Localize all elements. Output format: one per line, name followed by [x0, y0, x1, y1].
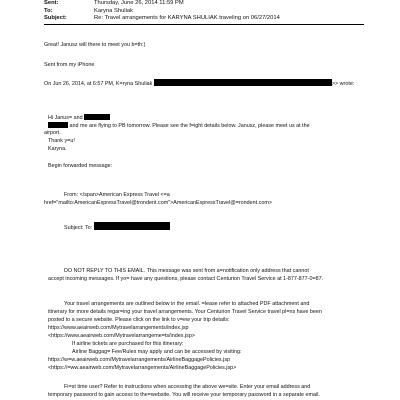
body-p3-line3: https://w=w.aeairweb.com/Mytravelarrangements/AirlineBaggagePolicies.jsp [48, 357, 231, 363]
email-header [44, 0, 364, 23]
quoted-greeting [48, 114, 378, 122]
body-p2-line4: https://www.aeairweb.com/Mytravelarrangements/index.jsp [48, 325, 189, 331]
redaction-bar [48, 122, 68, 128]
subject-row [44, 15, 364, 23]
to-value: Karyna Shuliak [94, 7, 133, 14]
forwarded-subject [64, 222, 394, 232]
sent-label: Sent: [44, 0, 59, 6]
body-p2-line5: <https://www.aeairweb.com/Mytravelarrangeme=ts/index.jsp> [48, 333, 195, 339]
body-p2-line3: posted to a secure website. Please click on the link to v=ew your trip details: [48, 317, 230, 323]
body-p3-line4: <https://=ww.aeairweb.com/Mytravelarrangements/AirlineBaggagePolicies.jsp> [48, 365, 237, 371]
quote-attribution-prefix: On Jun 26, 2014, at 6:57 PM, K=ryna Shuliak [44, 81, 153, 87]
quoted-line3: airport. [44, 130, 61, 136]
sent-from-iphone: Sent from my iPhone [44, 62, 95, 68]
body-p1-line1: DO NOT REPLY TO THIS EMAIL. This message was sent from a=notification only address that cannot [64, 268, 309, 274]
redaction-bar [84, 114, 110, 120]
redaction-bar [154, 79, 332, 86]
redaction-bar [94, 222, 170, 230]
body-p2-line1: Your travel arrangements are outlined below in the email. =lease refer to attached PDF attachment and [64, 301, 310, 307]
to-row [44, 8, 364, 16]
body-p3-line2: Airline Baggag= Fee/Rules may apply and can be accessed by visiting: [72, 349, 242, 355]
quoted-line2-text: and me are flying to PB tomorrow. Please see the f=ight details below. Janusz, please meet us at the [69, 123, 310, 129]
reply-line: Great! Janusz will there to meet you b=th:) [44, 42, 146, 48]
forwarded-subject-text: Subject: To: [64, 225, 93, 231]
header-divider [44, 24, 364, 25]
subject-value: Re: Travel arrangements for KARYNA SHULIAK traveling on 06/27/2014 [94, 15, 280, 22]
subject-label: Subject: [44, 15, 67, 22]
quoted-thanks: Thank y=u! [48, 138, 75, 144]
to-label: To: [44, 7, 53, 14]
quoted-hi: Hi Janus= and [48, 115, 83, 121]
body-p2-line2: itinerary for more details regar=ing your travel arrangements. Your Centurion Travel Service travel pl=ns have been [48, 309, 322, 315]
quoted-line2 [48, 122, 378, 130]
body-p1-line2: accept incoming messages. If yo= have any questions, please contact Centurion Travel Service at 1-877-877-0=87. [48, 276, 324, 282]
forwarded-href: href="mailto:AmericanExpressTravel@trondent.com">AmericanExpressTravel@=rondent.com> [44, 200, 272, 206]
quote-attribution [44, 79, 374, 88]
quoted-name: Karyna. [48, 146, 67, 152]
quote-attribution-suffix: >> wrote: [331, 81, 355, 87]
sent-row [44, 0, 364, 8]
sent-value: Thursday, June 26, 2014 11:59 PM [94, 0, 184, 6]
body-p3-line1: If airline tickets are purchased for this itinerary: [72, 341, 184, 347]
begin-forwarded: Begin forwarded message: [48, 163, 113, 169]
body-p4-line1: Fi=st time user? Refer to instructions when accessing the above we=site. Enter your email address and [64, 384, 311, 390]
forwarded-from: From: </span>American Express Travel <=a [64, 192, 170, 198]
body-p4-line2: temporary password to gain access to the=website. You will receive your temporary password in a separate email. [48, 392, 320, 398]
